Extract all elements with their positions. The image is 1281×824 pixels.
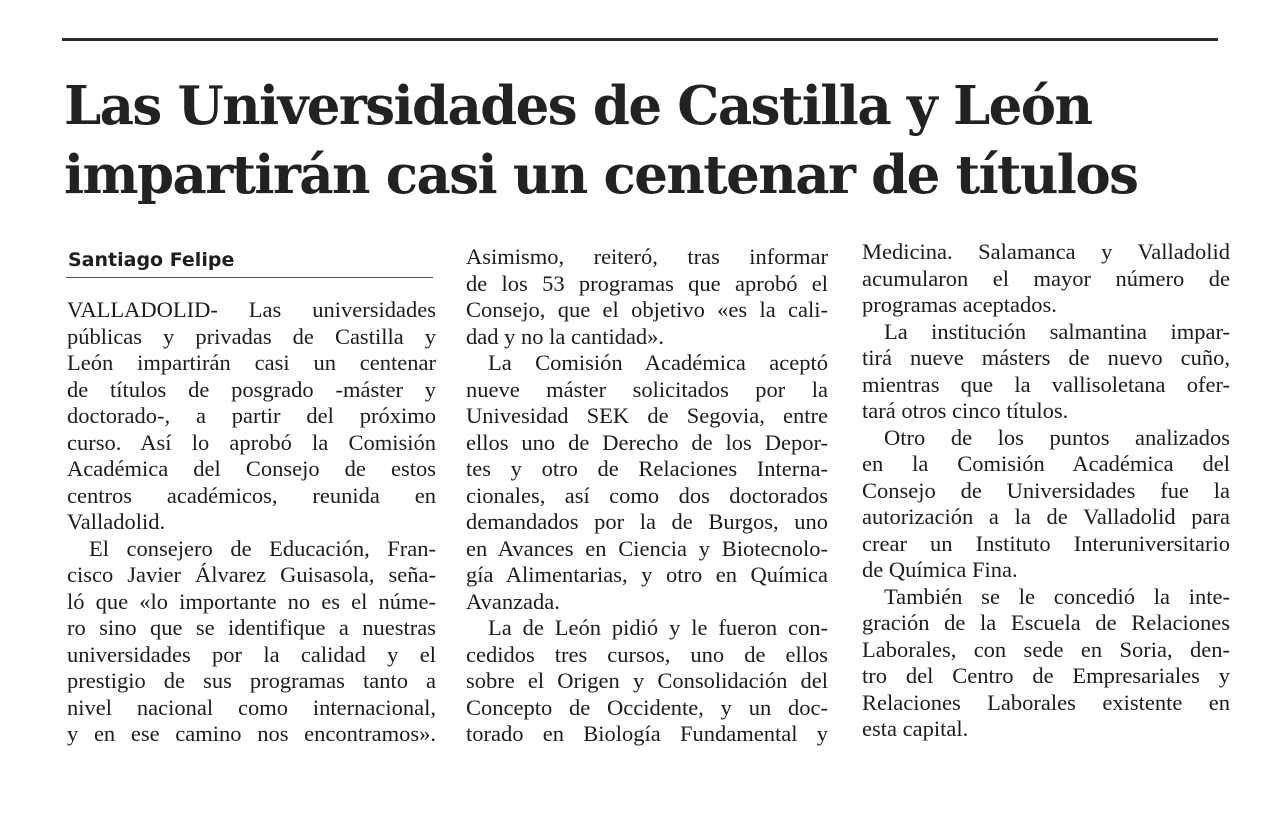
text-line: tes y otro de Relaciones Interna- [466, 456, 828, 481]
article-column-2 [466, 244, 828, 748]
text-line: torado en Biología Fundamental y [466, 721, 828, 746]
text-line: ellos uno de Derecho de los Depor- [466, 429, 828, 455]
text-line: esta capital. [862, 716, 969, 741]
text-line: El consejero de Educación, Fran- [89, 535, 436, 561]
text-line: tirá nueve másters de nuevo cuño, [862, 345, 1230, 370]
top-rule [62, 38, 1218, 41]
text-line: dad y no la cantidad». [466, 323, 665, 349]
text-line: Univesidad SEK de Segovia, entre [466, 403, 828, 428]
text-line: Valladolid. [67, 509, 166, 534]
text-line: cionales, así como dos doctorados [466, 482, 828, 508]
text-line: mientras que la vallisoletana ofer- [862, 371, 1230, 397]
text-line: programas aceptados. [862, 292, 1057, 317]
byline: Santiago Felipe [68, 249, 235, 271]
byline-rule [66, 277, 433, 278]
headline-line: impartirán casi un centenar de títulos [64, 144, 1138, 206]
text-line: demandados por la de Burgos, uno [466, 509, 828, 534]
text-line: crear un Instituto Interuniversitario [862, 530, 1230, 556]
text-line: públicas y privadas de Castilla y [67, 323, 436, 349]
text-line: La de León pidió y le fueron con- [488, 615, 828, 640]
text-line: También se le concedió la inte- [884, 583, 1230, 609]
text-line: Laborales, con sede en Soria, den- [862, 636, 1230, 662]
text-line: prestigio de sus programas tanto a [67, 668, 436, 693]
text-line: Asimismo, reiteró, tras informar [466, 244, 828, 269]
text-line: Consejo, que el objetivo «es la cali- [466, 297, 828, 322]
text-line: autorización a la de Valladolid para [862, 504, 1230, 529]
text-line: y en ese camino nos encontramos». [67, 721, 436, 746]
headline [64, 72, 1224, 210]
text-line: de títulos de posgrado -máster y [67, 376, 436, 402]
text-line: Avanzada. [466, 588, 560, 614]
text-line: centros académicos, reunida en [67, 482, 436, 508]
article-column-1 [67, 297, 436, 748]
text-line: Relaciones Laborales existente en [862, 689, 1230, 715]
text-line: universidades por la calidad y el [67, 641, 436, 667]
text-line: La institución salmantina impar- [884, 318, 1230, 344]
text-line: Otro de los puntos analizados [884, 424, 1230, 450]
text-line: acumularon el mayor número de [862, 265, 1230, 291]
text-line: doctorado-, a partir del próximo [67, 403, 436, 428]
text-line: de los 53 programas que aprobó el [466, 270, 828, 296]
text-line: nueve máster solicitados por la [466, 376, 828, 402]
article-column-3 [862, 239, 1230, 743]
text-line: ló que «lo importante no es el núme- [67, 588, 436, 614]
text-line: ro sino que se identifique a nuestras [67, 615, 436, 640]
text-line: Académica del Consejo de estos [67, 456, 436, 481]
text-line: nivel nacional como internacional, [67, 694, 436, 720]
text-line: Consejo de Universidades fue la [862, 477, 1230, 503]
text-line: La Comisión Académica aceptó [488, 350, 828, 375]
text-line: Concepto de Occidente, y un doc- [466, 694, 828, 720]
text-line: curso. Así lo aprobó la Comisión [67, 429, 436, 455]
text-line: gración de la Escuela de Relaciones [862, 610, 1230, 635]
text-line: tará otros cinco títulos. [862, 398, 1069, 423]
text-line: en Avances en Ciencia y Biotecnolo- [466, 535, 828, 561]
text-line: tro del Centro de Empresariales y [862, 663, 1230, 688]
text-line: de Química Fina. [862, 557, 1018, 582]
text-line: cedidos tres cursos, uno de ellos [466, 641, 828, 667]
text-line: en la Comisión Académica del [862, 451, 1230, 476]
text-line: cisco Javier Álvarez Guisasola, seña- [67, 562, 436, 587]
text-line: sobre el Origen y Consolidación del [466, 668, 828, 693]
text-line: León impartirán casi un centenar [67, 350, 436, 375]
headline-line: Las Universidades de Castilla y León [64, 75, 1092, 137]
text-line: Medicina. Salamanca y Valladolid [862, 239, 1230, 264]
text-line: gía Alimentarias, y otro en Química [466, 562, 828, 587]
text-line: VALLADOLID- Las universidades [67, 297, 436, 322]
